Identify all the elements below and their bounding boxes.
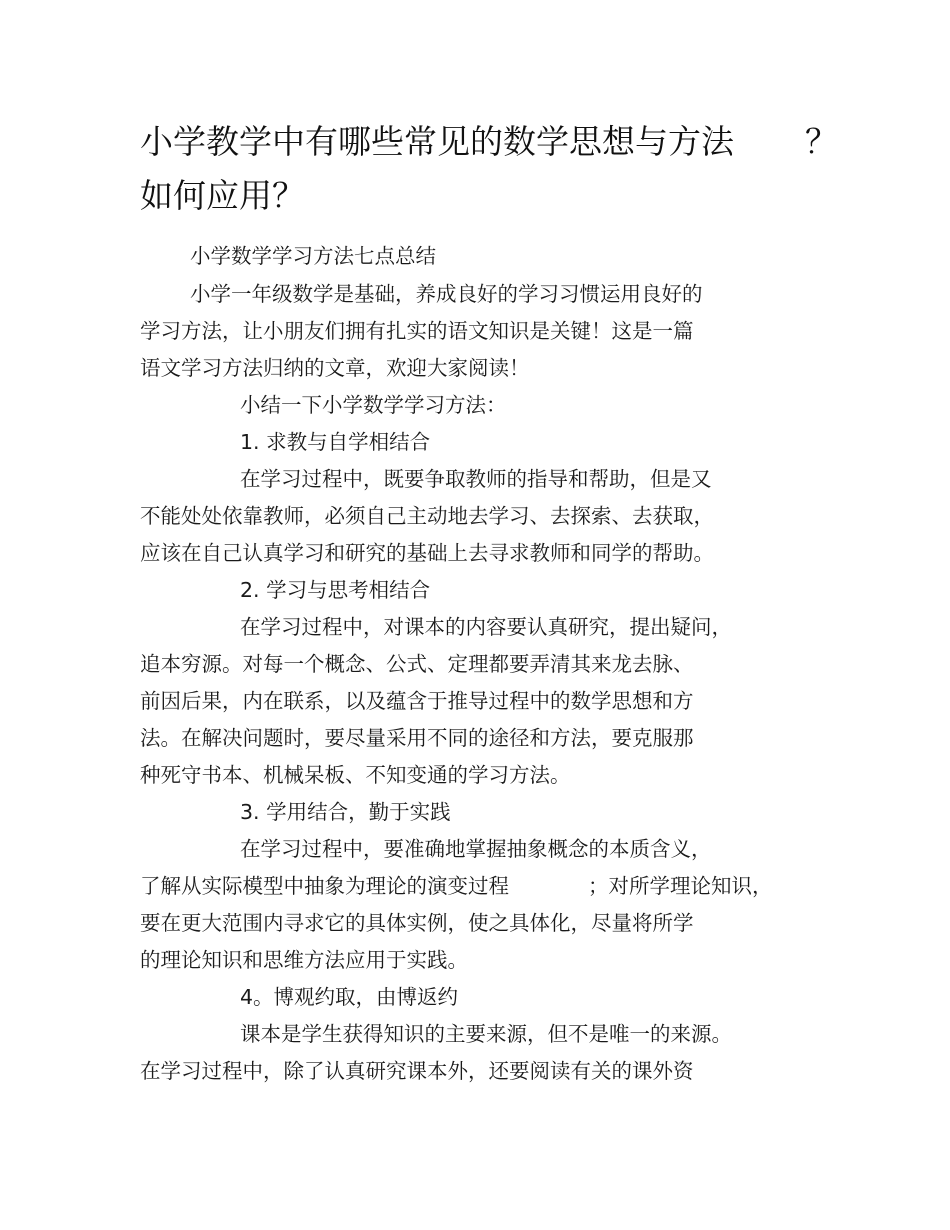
section-heading-4: 4。博观约取，由博返约	[240, 985, 459, 1009]
section-4-line: 在学习过程中，除了认真研究课本外，还要阅读有关的课外资	[140, 1059, 694, 1083]
section-3-line: 了解从实际模型中抽象为理论的演变过程	[140, 874, 509, 898]
section-2-line: 法。在解决问题时，要尽量采用不同的途径和方法，要克服那	[140, 726, 694, 750]
section-3-line-continuation: ；对所学理论知识，	[588, 874, 773, 898]
intro-line: 小学一年级数学是基础，养成良好的学习习惯运用良好的	[190, 282, 703, 306]
section-1-line: 在学习过程中，既要争取教师的指导和帮助，但是又	[240, 467, 712, 491]
document-title-line-1: 小学教学中有哪些常见的数学思想与方法	[140, 122, 734, 161]
document-title-line-2: 如何应用？	[140, 176, 305, 215]
section-2-line: 在学习过程中，对课本的内容要认真研究，提出疑问，	[240, 615, 732, 639]
section-3-line: 在学习过程中，要准确地掌握抽象概念的本质含义，	[240, 837, 712, 861]
intro-line: 语文学习方法归纳的文章，欢迎大家阅读！	[140, 356, 530, 380]
intro-line: 学习方法，让小朋友们拥有扎实的语文知识是关键！这是一篇	[140, 319, 694, 343]
subtitle: 小学数学学习方法七点总结	[190, 244, 436, 268]
summary-heading: 小结一下小学数学学习方法：	[240, 393, 507, 417]
section-2-line: 追本穷源。对每一个概念、公式、定理都要弄清其来龙去脉、	[140, 652, 694, 676]
section-heading-1: 1. 求教与自学相结合	[240, 430, 431, 454]
section-3-line: 要在更大范围内寻求它的具体实例，使之具体化，尽量将所学	[140, 911, 694, 935]
document-title-question-mark: ？	[805, 122, 838, 161]
section-4-line: 课本是学生获得知识的主要来源，但不是唯一的来源。	[240, 1022, 732, 1046]
section-1-line: 应该在自己认真学习和研究的基础上去寻求教师和同学的帮助。	[140, 541, 714, 565]
section-heading-3: 3. 学用结合，勤于实践	[240, 800, 451, 824]
section-3-line: 的理论知识和思维方法应用于实践。	[140, 948, 468, 972]
section-heading-2: 2. 学习与思考相结合	[240, 578, 431, 602]
section-1-line: 不能处处依靠教师，必须自己主动地去学习、去探索、去获取，	[140, 504, 714, 528]
section-2-line: 前因后果，内在联系，以及蕴含于推导过程中的数学思想和方	[140, 689, 694, 713]
section-2-line: 种死守书本、机械呆板、不知变通的学习方法。	[140, 763, 571, 787]
